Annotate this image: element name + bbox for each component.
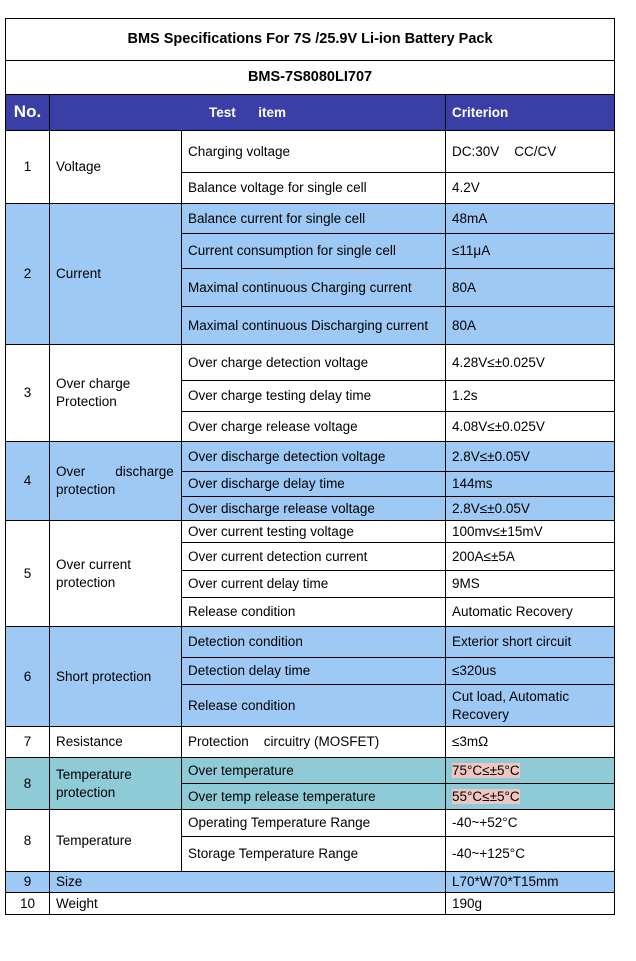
row-number: 8 [6,810,50,872]
highlighted-value: 55°C≤±5°C [452,788,520,804]
table-header-row [6,95,615,131]
row-category [50,758,182,810]
criterion-value: 144ms [446,472,615,497]
table-row [6,521,615,543]
highlighted-value: 75°C≤±5°C [452,762,520,778]
criterion-value: Exterior short circuit [446,627,615,658]
table-row [6,758,615,784]
criterion-value: 2.8V≤±0.05V [446,497,615,521]
test-item: Maximal continuous Discharging current [182,307,446,345]
document-title: BMS Specifications For 7S /25.9V Li-ion Battery Pack [6,19,615,61]
row-number: 7 [6,727,50,758]
criterion-value: ≤320us [446,658,615,685]
table-row [6,727,615,758]
criterion-value: DC:30V CC/CV [446,131,615,173]
row-category [50,442,182,521]
test-item: Balance current for single cell [182,204,446,234]
test-item: Over temp release temperature [182,784,446,810]
test-item: Release condition [182,685,446,727]
criterion-value [446,685,615,727]
criterion-value: 4.28V≤±0.025V [446,345,615,381]
row-category: Short protection [50,627,182,727]
row-number: 1 [6,131,50,204]
criterion-value: -40~+125°C [446,837,615,872]
row-category: Current [50,204,182,345]
row-category: Voltage [50,131,182,204]
table-row [6,893,615,915]
test-item: Over discharge detection voltage [182,442,446,472]
row-number: 2 [6,204,50,345]
row-category: Size [50,872,446,893]
test-item: Over discharge release voltage [182,497,446,521]
table-row [6,627,615,658]
test-item: Over current detection current [182,543,446,571]
row-number: 5 [6,521,50,627]
criterion-line: Recovery [452,706,510,722]
row-category-line: Over discharge [56,464,174,480]
test-item: Maximal continuous Charging current [182,269,446,307]
criterion-value [446,758,615,784]
table-row [6,872,615,893]
test-item: Protection circuitry (MOSFET) [182,727,446,758]
row-number: 10 [6,893,50,915]
table-row [6,345,615,381]
test-item: Current consumption for single cell [182,234,446,269]
row-category [50,521,182,627]
test-item: Detection delay time [182,658,446,685]
row-number: 8 [6,758,50,810]
criterion-value: 1.2s [446,381,615,412]
test-item: Over current testing voltage [182,521,446,543]
criterion-value: 48mA [446,204,615,234]
criterion-value: ≤3mΩ [446,727,615,758]
header-test-item: Test item [50,95,446,131]
row-number: 6 [6,627,50,727]
test-item: Storage Temperature Range [182,837,446,872]
criterion-value: Automatic Recovery [446,598,615,627]
criterion-value: L70*W70*T15mm [446,872,615,893]
row-category-line: Temperature [56,766,132,782]
criterion-value: 100mv≤±15mV [446,521,615,543]
test-item: Over discharge delay time [182,472,446,497]
test-item: Charging voltage [182,131,446,173]
criterion-value: 4.2V [446,173,615,204]
criterion-value: 200A≤±5A [446,543,615,571]
model-number: BMS-7S8080LI707 [6,61,615,95]
table-row [6,204,615,234]
criterion-value: 80A [446,307,615,345]
test-item: Balance voltage for single cell [182,173,446,204]
row-category-line: protection [56,482,116,497]
criterion-value: -40~+52°C [446,810,615,837]
criterion-value: 2.8V≤±0.05V [446,442,615,472]
criterion-value: 80A [446,269,615,307]
row-category-line: Over charge [56,376,131,392]
bms-spec-table [5,18,615,915]
row-category: Weight [50,893,446,915]
table-row [6,131,615,173]
criterion-value: 190g [446,893,615,915]
test-item: Over charge release voltage [182,412,446,442]
row-number: 9 [6,872,50,893]
test-item: Over charge detection voltage [182,345,446,381]
criterion-value [446,784,615,810]
test-item: Detection condition [182,627,446,658]
test-item: Over current delay time [182,571,446,598]
row-category-line: protection [56,784,116,800]
test-item: Operating Temperature Range [182,810,446,837]
criterion-value: ≤11μA [446,234,615,269]
header-no: No. [6,95,50,131]
row-category [50,345,182,442]
row-category-line: Over current [56,556,132,572]
row-category-line: Protection [56,394,117,409]
row-category: Resistance [50,727,182,758]
test-item: Release condition [182,598,446,627]
table-row [6,442,615,472]
criterion-value: 9MS [446,571,615,598]
row-category: Temperature [50,810,182,872]
header-criterion: Criterion [446,95,615,131]
criterion-value: 4.08V≤±0.025V [446,412,615,442]
row-category-line: protection [56,574,116,590]
row-number: 3 [6,345,50,442]
test-item: Over charge testing delay time [182,381,446,412]
row-number: 4 [6,442,50,521]
criterion-line: Cut load, Automatic [452,688,570,704]
table-row [6,810,615,837]
test-item: Over temperature [182,758,446,784]
